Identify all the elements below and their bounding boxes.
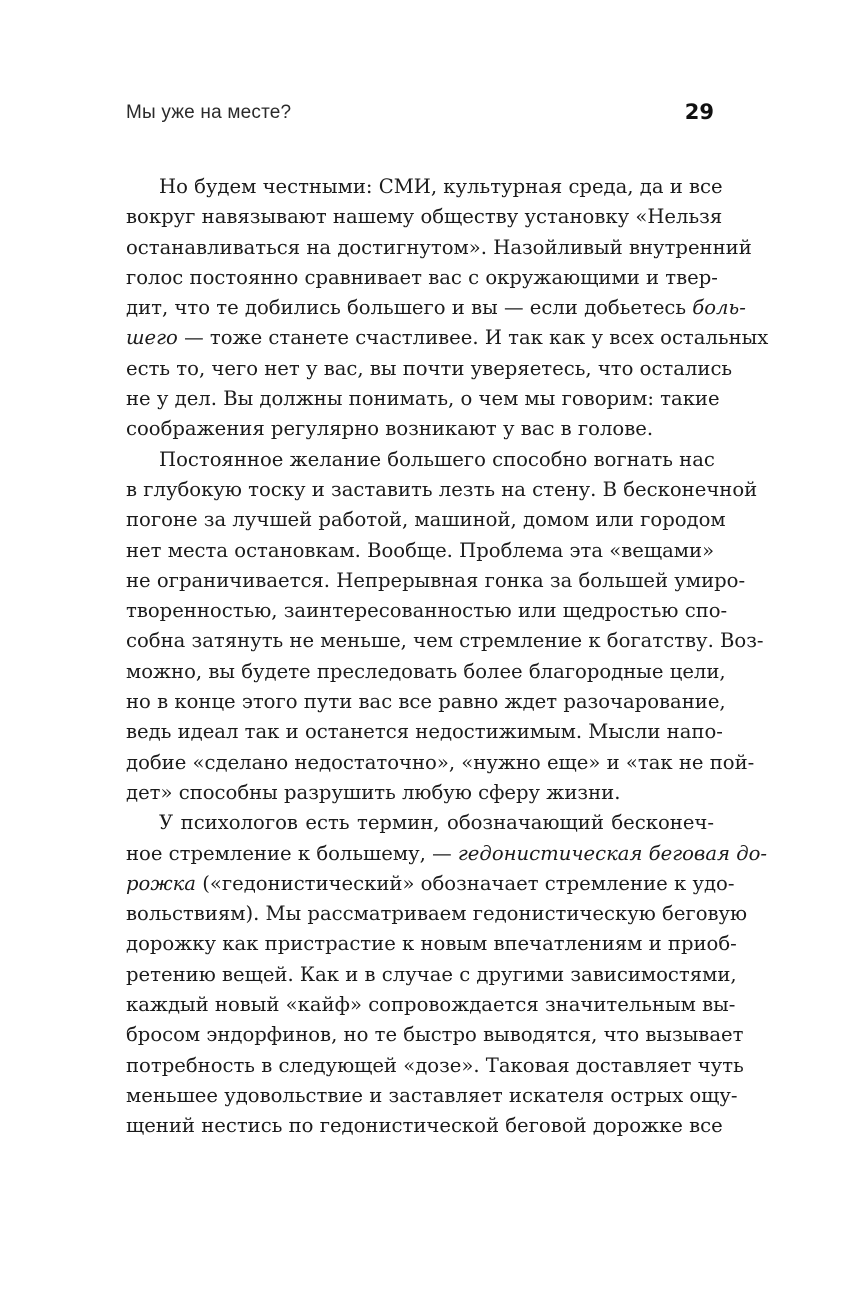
text-run: добие «сделано недостаточно», «нужно еще» и «так не пой-: [126, 750, 755, 774]
text-line: [126, 960, 737, 990]
text-line: [126, 505, 726, 535]
text-run: нет места остановкам. Вообще. Проблема эта «вещами»: [126, 538, 715, 562]
text-line: [126, 1051, 744, 1081]
text-line: [126, 717, 723, 747]
text-run: есть то, чего нет у вас, вы почти уверяетесь, что остались: [126, 356, 733, 380]
italic-term: боль-: [692, 296, 746, 320]
text-line: [126, 990, 736, 1020]
text-run: вольствиям). Мы рассматриваем гедонистическую беговую: [126, 902, 748, 926]
text-run: не ограничивается. Непрерывная гонка за большей умиро-: [126, 568, 746, 592]
text-run: бросом эндорфинов, но те быстро выводятся, что вызывает: [126, 1023, 744, 1047]
text-run: останавливаться на достигнутом». Назойливый внутренний: [126, 235, 752, 259]
text-run: Постоянное желание большего способно вогнать нас: [159, 447, 715, 471]
italic-term: шего: [126, 326, 178, 350]
text-line: [126, 354, 733, 384]
text-run: («гедонистический» обозначает стремление к удо-: [196, 871, 735, 895]
text-run: но в конце этого пути вас все равно ждет разочарование,: [126, 690, 726, 714]
text-run: дит, что те добились большего и вы — если добьетесь: [126, 296, 693, 320]
text-line: [126, 687, 726, 717]
text-run: погоне за лучшей работой, машиной, домом или городом: [126, 508, 726, 532]
text-line: [126, 263, 718, 293]
text-line: [126, 414, 714, 444]
text-run: дет» способны разрушить любую сферу жизни.: [126, 780, 621, 804]
italic-term: гедонистическая беговая до-: [457, 841, 768, 865]
text-run: ретению вещей. Как и в случае с другими зависимостями,: [126, 962, 737, 986]
text-line: [126, 657, 726, 687]
text-line: [126, 929, 737, 959]
text-run: Но будем честными: СМИ, культурная среда, да и все: [159, 175, 723, 198]
text-line: [126, 839, 768, 869]
body-text: [126, 172, 769, 1142]
text-run: меньшее удовольствие и заставляет искателя острых ощу-: [126, 1083, 738, 1107]
text-run: можно, вы будете преследовать более благородные цели,: [126, 659, 726, 683]
text-run: соображения регулярно возникают у вас в голове.: [126, 417, 654, 441]
text-line: [126, 778, 714, 808]
text-line: [126, 899, 748, 929]
text-line: [126, 172, 723, 202]
text-run: У психологов есть термин, обозначающий бесконеч-: [159, 811, 714, 835]
text-line: [126, 233, 752, 263]
text-run: собна затянуть не меньше, чем стремление к богатству. Воз-: [126, 629, 764, 653]
text-run: голос постоянно сравнивает вас с окружающими и твер-: [126, 265, 718, 289]
text-run: ведь идеал так и останется недостижимым. Мысли напо-: [126, 720, 723, 744]
text-line: [126, 566, 746, 596]
text-run: творенностью, заинтересованностью или щедростью спо-: [126, 599, 728, 623]
paragraph: [126, 445, 764, 809]
text-line: [126, 1111, 723, 1141]
text-line: [126, 323, 769, 353]
text-run: каждый новый «кайф» сопровождается значительным вы-: [126, 993, 736, 1017]
paragraph: [126, 172, 769, 445]
text-line: [126, 808, 714, 838]
text-run: — тоже станете счастливее. И так как у всех остальных: [177, 326, 769, 350]
text-run: щений нестись по гедонистической беговой дорожке все: [126, 1114, 723, 1138]
text-run: потребность в следующей «дозе». Таковая доставляет чуть: [126, 1053, 744, 1077]
running-head: [126, 102, 714, 132]
text-line: [126, 384, 720, 414]
text-line: [126, 202, 723, 232]
text-line: [126, 596, 728, 626]
text-line: [126, 475, 758, 505]
text-run: не у дел. Вы должны понимать, о чем мы говорим: такие: [126, 387, 720, 411]
text-line: [126, 445, 714, 475]
text-line: [126, 1081, 738, 1111]
text-run: ное стремление к большему, —: [126, 841, 458, 865]
text-line: [126, 536, 714, 566]
text-run: в глубокую тоску и заставить лезть на стену. В бесконечной: [126, 477, 758, 501]
text-line: [126, 1020, 744, 1050]
text-run: дорожку как пристрастие к новым впечатлениям и приоб-: [126, 932, 737, 956]
running-title: Мы уже на месте?: [126, 102, 292, 123]
text-line: [126, 869, 735, 899]
text-line: [126, 626, 764, 656]
page-number: 29: [684, 100, 714, 124]
italic-term: рожка: [126, 871, 196, 895]
text-line: [126, 293, 746, 323]
text-line: [126, 748, 755, 778]
paragraph: [126, 808, 768, 1141]
text-run: вокруг навязывают нашему обществу установку «Нельзя: [126, 205, 723, 229]
